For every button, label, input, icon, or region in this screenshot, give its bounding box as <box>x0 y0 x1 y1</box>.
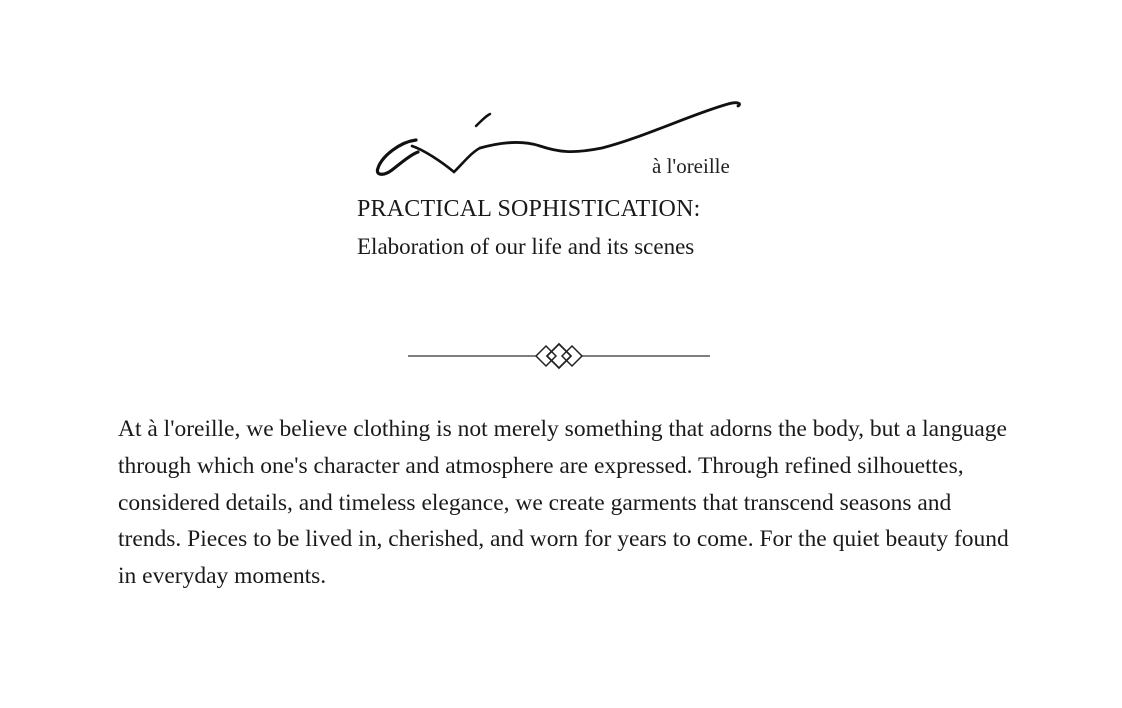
diamond-ornament-icon <box>408 340 710 372</box>
tagline-title: PRACTICAL SOPHISTICATION: <box>357 196 701 222</box>
brand-name: à l'oreille <box>652 154 730 178</box>
brand-description: At à l'oreille, we believe clothing is not merely something that adorns the body, but a language through which one's character and atmosphere are expressed. Through refined silhouettes, considered details, and timeless elegance, we create garments that transcend seasons and trends. Pieces to be lived in, cherished, and worn for years to come. For the quiet beauty found in everyday moments. <box>118 416 1009 590</box>
brand-logo <box>372 92 752 188</box>
tagline-subtitle: Elaboration of our life and its scenes <box>357 234 695 259</box>
